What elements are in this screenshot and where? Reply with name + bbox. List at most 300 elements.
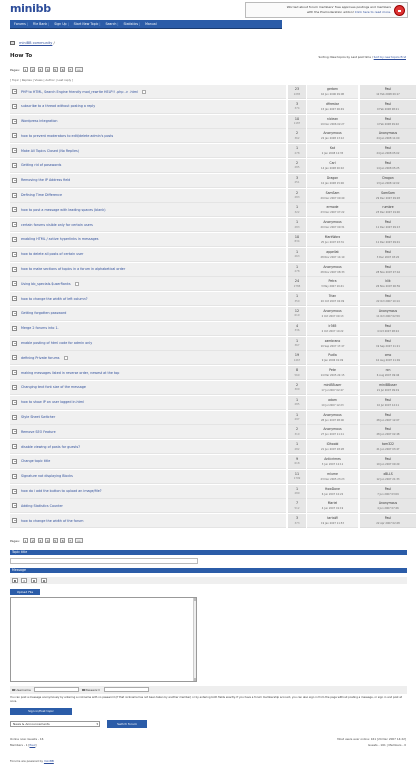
author-cell xyxy=(307,85,358,99)
topic-row xyxy=(10,307,407,322)
last-reply-cell xyxy=(360,189,416,203)
topic-cell xyxy=(10,189,286,203)
topic-icon xyxy=(12,311,17,316)
password-radio[interactable] xyxy=(82,689,85,692)
replies-count: 2 xyxy=(295,160,299,165)
last-reply-date[interactable]: 12 Jun 2007 21:33 xyxy=(376,477,400,481)
last-reply-cell xyxy=(360,263,416,277)
author-cell xyxy=(307,425,358,439)
last-reply-date[interactable]: 11 Oct 2007 02:59 xyxy=(376,314,400,318)
topic-cell xyxy=(10,100,286,114)
topic-link[interactable]: how to delete all posts of certain user xyxy=(21,252,84,257)
views-count: 322 xyxy=(294,210,300,214)
last-reply-date[interactable]: 21 Jul 2007 09:19 xyxy=(376,388,400,392)
author-name: HowDone xyxy=(325,486,340,491)
topic-row xyxy=(10,381,407,396)
last-reply-cell xyxy=(360,218,416,232)
upload-file-button[interactable]: Upload File xyxy=(10,589,40,595)
topic-link[interactable]: how to post a message with leading spaces (blank) xyxy=(21,207,106,212)
page-link-next[interactable]: »» xyxy=(77,539,81,543)
topic-row xyxy=(10,455,407,470)
topic-link[interactable]: how to prevent moderators to edit/delete admin's posts xyxy=(21,133,114,138)
replies-count: 19 xyxy=(294,353,300,358)
topic-row xyxy=(10,470,407,485)
topic-cell xyxy=(10,485,286,499)
switch-forum-button[interactable]: Switch forum xyxy=(107,720,147,728)
author-cell xyxy=(307,203,358,217)
author-date: 19 Sep 2007 17:47 xyxy=(320,344,345,348)
replies-cell xyxy=(288,85,306,99)
author-date: 17 Jul 2007 02:47 xyxy=(321,388,344,392)
topic-icon xyxy=(12,267,17,272)
replies-count: 3 xyxy=(295,175,299,180)
forum-jump-select[interactable]: News & Announcements ▾ xyxy=(10,721,100,727)
page-link-5[interactable]: 5 xyxy=(54,68,57,72)
last-reply-date[interactable]: 29 Dec 2007 09:28 xyxy=(376,196,400,200)
topic-icon xyxy=(12,207,17,212)
topic-icon xyxy=(12,518,17,523)
author-date: 19 Dec 2006 02:27 xyxy=(320,122,345,126)
author-name: appellat xyxy=(326,249,339,254)
password-label-wrap xyxy=(82,688,100,692)
topic-link[interactable]: how do i add the button to upload an image/file? xyxy=(21,489,102,494)
author-date: 2 Oct 2007 10:22 xyxy=(321,329,344,333)
author-cell xyxy=(307,129,358,143)
password-input[interactable] xyxy=(104,687,149,692)
author-cell xyxy=(307,218,358,232)
topic-icon xyxy=(12,104,17,109)
replies-count: 1 xyxy=(295,412,299,417)
topic-link[interactable]: Style Sheet Switcher xyxy=(21,415,56,420)
last-reply-date[interactable]: 21 Jun 2007 03:47 xyxy=(376,448,400,452)
topic-icon xyxy=(12,163,17,168)
nav-search[interactable]: Search xyxy=(105,22,117,26)
author-name: nlclean xyxy=(326,116,339,121)
last-reply-date[interactable]: 22 Apr 2007 02:28 xyxy=(376,522,400,526)
last-reply-cell xyxy=(360,351,416,365)
last-reply-cell xyxy=(360,485,416,499)
nav-file-bank[interactable]: File Bank xyxy=(32,22,48,26)
topic-row xyxy=(10,499,407,514)
last-reply-date[interactable]: 6 Aug 2007 09:46 xyxy=(376,374,400,378)
replies-count: 2 xyxy=(295,131,299,136)
replies-cell xyxy=(288,440,306,454)
last-reply-name: cmo xyxy=(384,353,392,358)
topic-icon xyxy=(12,193,17,198)
topic-link[interactable]: Change topic title xyxy=(21,459,51,464)
last-reply-date[interactable]: 24 Jan 2008 11:00 xyxy=(376,137,400,141)
last-reply-date[interactable]: 11 Dec 2007 09:13 xyxy=(376,226,400,230)
views-count: 278 xyxy=(294,151,300,155)
topic-row xyxy=(10,115,407,130)
notice-line-2: with the Premoderation addon! xyxy=(306,9,354,14)
last-reply-date[interactable]: 26 Nov 2007 06:59 xyxy=(375,285,400,289)
last-reply-date[interactable]: 10 Jul 2007 12:11 xyxy=(376,403,400,407)
author-date: 3 Jun 2007 12:11 xyxy=(321,462,344,466)
topic-row xyxy=(10,263,407,278)
site-logo[interactable]: minibb xyxy=(10,2,51,15)
author-cell xyxy=(307,455,358,469)
replies-cell xyxy=(288,351,306,365)
nav-forums[interactable]: Forums xyxy=(14,22,26,26)
author-cell xyxy=(307,514,358,528)
last-reply-name: Anonymous xyxy=(378,308,398,313)
topic-link[interactable]: how to change the width of the forum xyxy=(21,518,84,523)
multipage-icon[interactable] xyxy=(142,90,146,94)
topic-cell xyxy=(10,248,286,262)
replies-count: 1 xyxy=(295,397,299,402)
page-link-5[interactable]: 5 xyxy=(54,539,57,543)
author-cell xyxy=(307,174,358,188)
last-reply-date[interactable]: 4 Feb 2008 09:02 xyxy=(377,122,399,126)
last-reply-name: miniBBuser xyxy=(379,382,397,387)
breadcrumb xyxy=(10,41,55,45)
topic-link[interactable]: Remove SEO Feature xyxy=(21,429,56,434)
topic-cell xyxy=(10,233,286,247)
replies-count: 1 xyxy=(295,294,299,299)
pagination-top xyxy=(10,67,84,72)
replies-count: 1 xyxy=(295,205,299,210)
replies-count: 1 xyxy=(295,486,299,491)
page-link-6[interactable]: 6 xyxy=(61,68,64,72)
page-link-next[interactable]: »» xyxy=(77,68,81,72)
views-count: 367 xyxy=(294,344,300,348)
nav-start-new-topic[interactable]: Start New Topic xyxy=(73,22,99,26)
topic-row xyxy=(10,174,407,189)
topic-cell xyxy=(10,470,286,484)
topic-link[interactable]: Merge 2 forums into 1. xyxy=(21,326,59,331)
notice-link[interactable]: Click here to read more. xyxy=(354,9,391,14)
author-name: dfirestar xyxy=(325,101,339,106)
last-reply-date[interactable]: 24 Jan 2008 05:02 xyxy=(376,152,400,156)
topic-link[interactable]: Getting rid of passwords xyxy=(21,163,62,168)
replies-cell xyxy=(288,233,306,247)
author-name: Trian xyxy=(328,294,337,299)
topic-row xyxy=(10,514,407,529)
topic-title-label: Topic title xyxy=(12,550,28,554)
replies-count: 8 xyxy=(295,368,299,373)
page-link-6[interactable]: 6 xyxy=(61,539,64,543)
topic-row xyxy=(10,277,407,292)
topic-icon xyxy=(12,400,17,405)
topic-link[interactable]: defining Private forums xyxy=(21,355,60,360)
author-name: iDhoobi xyxy=(326,442,339,447)
author-date: 19 Jan 2007 11:53 xyxy=(321,522,344,526)
message-header xyxy=(10,568,407,573)
author-cell xyxy=(307,292,358,306)
author-name: Anticrimes xyxy=(324,456,341,461)
last-reply-cell xyxy=(360,129,416,143)
last-reply-date[interactable]: 28 Jun 2007 02:48 xyxy=(376,433,400,437)
italic-button[interactable]: I xyxy=(21,578,27,583)
members-online-end: ] xyxy=(35,743,37,747)
last-reply-name: Paul xyxy=(384,412,392,417)
author-date: 28 Nov 2007 14:19 xyxy=(320,255,345,259)
topic-cell xyxy=(10,381,286,395)
replies-cell xyxy=(288,292,306,306)
replies-count: 1 xyxy=(295,442,299,447)
last-reply-date[interactable]: 4 Jun 2007 07:26 xyxy=(377,507,399,511)
topic-row xyxy=(10,233,407,248)
last-reply-date[interactable]: 14 Jan 2008 05:25 xyxy=(376,166,400,170)
members-online-text: Members - 1 [ xyxy=(10,743,30,747)
author-date: 22 Jan 2008 13:12 xyxy=(321,137,344,141)
topic-icon xyxy=(12,415,17,420)
last-reply-date[interactable]: 4 Oct 2007 08:24 xyxy=(377,329,399,333)
topic-link[interactable]: Using bb_specials.$userRanks xyxy=(21,281,71,286)
topic-link[interactable]: how to change the width of left column? xyxy=(21,296,88,301)
topic-title-input[interactable] xyxy=(10,558,198,564)
topic-row xyxy=(10,100,407,115)
page-link-3[interactable]: 3 xyxy=(39,539,42,543)
author-name: MarkWorx xyxy=(324,234,341,239)
topic-icon xyxy=(12,296,17,301)
last-reply-name: Paul xyxy=(384,220,392,225)
replies-cell xyxy=(288,499,306,513)
topic-icon xyxy=(12,459,17,464)
author-date: 14 Jan 2008 00:02 xyxy=(321,166,344,170)
last-reply-date[interactable]: 3 Dec 2007 03:20 xyxy=(376,255,400,259)
last-reply-date[interactable]: 23 Dec 2007 19:00 xyxy=(376,211,400,215)
topic-link[interactable]: enable posting of html code for admin only xyxy=(21,341,93,346)
author-name: SamSam xyxy=(325,190,340,195)
author-cell xyxy=(307,159,358,173)
sort-note-text: Sorting: New topics by Last post time / xyxy=(318,55,373,59)
last-reply-cell xyxy=(360,307,416,321)
bold-button[interactable]: B xyxy=(13,579,17,583)
last-reply-date[interactable]: 10 Aug 2007 11:49 xyxy=(375,359,400,363)
author-date: 23 Dec 2005 23:23 xyxy=(320,477,345,481)
replies-cell xyxy=(288,307,306,321)
replies-cell xyxy=(288,100,306,114)
replies-count: 1 xyxy=(295,338,299,343)
replies-count: 4 xyxy=(295,323,299,328)
author-date: 25 Jun 2007 03:31 xyxy=(320,240,345,244)
replies-cell xyxy=(288,203,306,217)
last-reply-name: Paul xyxy=(384,516,392,521)
topic-icon xyxy=(12,429,17,434)
topic-cell xyxy=(10,263,286,277)
last-reply-cell xyxy=(360,337,416,351)
author-cell xyxy=(307,381,358,395)
author-name: Anonymous xyxy=(323,427,342,432)
nav-manual[interactable]: Manual xyxy=(145,22,157,26)
last-reply-cell xyxy=(360,85,416,99)
nav-statistics[interactable]: Statistics xyxy=(123,22,139,26)
replies-count: 12 xyxy=(294,308,300,313)
author-name: Mariel xyxy=(327,501,338,506)
topic-link[interactable]: PHP to HTML, Search Engine friendly mod_rewrite HELP!! .php -> .html xyxy=(21,89,139,94)
page-link-2[interactable]: 2 xyxy=(31,68,34,72)
topic-link[interactable]: making messages listed in reverse order, newest at the top xyxy=(21,370,120,375)
last-reply-name: Paul xyxy=(384,87,392,91)
author-cell xyxy=(307,411,358,425)
last-reply-date[interactable]: 12 Feb 2008 09:17 xyxy=(376,93,400,96)
format-toolbar xyxy=(10,577,407,584)
views-count: 1187 xyxy=(293,122,301,126)
replies-count: 1 xyxy=(295,220,299,225)
topic-cell xyxy=(10,277,286,291)
last-reply-cell xyxy=(360,366,416,380)
page-link-2[interactable]: 2 xyxy=(31,539,34,543)
views-count: 300 xyxy=(294,388,300,392)
page-link-4[interactable]: 4 xyxy=(46,68,49,72)
sort-link[interactable]: Sort by new topics first xyxy=(373,55,406,59)
last-reply-date[interactable]: 7 Jun 2007 03:09 xyxy=(377,492,399,496)
page-link-4[interactable]: 4 xyxy=(46,539,49,543)
topic-cell xyxy=(10,425,286,439)
page-link-1[interactable]: 1 xyxy=(24,68,27,72)
last-reply-date[interactable]: 9 Feb 2008 08:21 xyxy=(377,107,399,111)
topic-icon xyxy=(12,326,17,331)
topic-cell xyxy=(10,396,286,410)
username-radio[interactable] xyxy=(12,689,15,692)
topic-link[interactable]: Removing the IP Address field xyxy=(21,178,71,183)
topic-cell xyxy=(10,85,286,99)
last-reply-name: Paul xyxy=(384,294,392,299)
replies-cell xyxy=(288,189,306,203)
premoderation-notice xyxy=(245,2,408,18)
replies-cell xyxy=(288,425,306,439)
replies-count: 11 xyxy=(294,471,300,476)
message-textarea[interactable] xyxy=(10,597,197,682)
topic-link[interactable]: Changing text font size of the message xyxy=(21,385,86,390)
views-count: 619 xyxy=(294,314,300,318)
views-count: 282 xyxy=(294,447,300,451)
replies-cell xyxy=(288,322,306,336)
last-reply-cell xyxy=(360,514,416,528)
notice-line-1: Worried about forum members' free approves postings and members xyxy=(286,5,391,9)
members-online xyxy=(10,743,36,747)
topic-link[interactable]: Make All Topics Closed (No Replies) xyxy=(21,148,79,153)
username-input[interactable] xyxy=(34,687,79,692)
last-reply-name: Anonymous xyxy=(378,131,398,136)
topic-link[interactable]: disable viewing of posts for guests? xyxy=(21,444,80,449)
topic-link[interactable]: Wordpress integration xyxy=(21,119,58,124)
topic-link[interactable]: Getting forgotten password xyxy=(21,311,67,316)
topic-link[interactable]: how to make sections of topics in a forum in alphabetical order xyxy=(21,267,126,272)
replies-cell xyxy=(288,277,306,291)
page-link-7[interactable]: 7 xyxy=(69,539,72,543)
replies-cell xyxy=(288,248,306,262)
sort-links[interactable]: [ Topic | Replies | Views | Author | Last reply ] xyxy=(10,78,74,82)
topic-icon xyxy=(12,370,17,375)
replies-cell xyxy=(288,218,306,232)
author-cell xyxy=(307,499,358,513)
login-row xyxy=(10,686,407,694)
last-reply-date[interactable]: 22 Oct 2007 10:14 xyxy=(376,300,400,304)
views-count: 285 xyxy=(294,166,300,170)
topic-cell xyxy=(10,337,286,351)
last-reply-date[interactable]: 11 Dec 2007 09:01 xyxy=(376,240,400,244)
author-name: Anonymous xyxy=(323,131,342,136)
views-count: 285 xyxy=(294,403,300,407)
topic-link[interactable]: enabling HTML / active hyperlinks in messages xyxy=(21,237,99,242)
username-label-wrap xyxy=(12,688,31,692)
replies-count: 2 xyxy=(295,190,299,195)
last-reply-name: Paul xyxy=(384,323,392,328)
topic-icon xyxy=(12,252,17,257)
topic-cell xyxy=(10,440,286,454)
views-count: 512 xyxy=(294,506,300,510)
author-cell xyxy=(307,337,358,351)
powered-by-text: Forums are powered by xyxy=(10,759,44,763)
replies-count: 1 xyxy=(295,249,299,254)
last-reply-date[interactable]: 28 Jun 2007 12:07 xyxy=(376,418,400,422)
last-reply-name: rumbre xyxy=(382,205,394,210)
topic-link[interactable]: how to show IP on user logged in.html xyxy=(21,400,85,405)
topic-row xyxy=(10,129,407,144)
last-reply-cell xyxy=(360,144,416,158)
last-reply-date[interactable]: 28 Nov 2007 07:44 xyxy=(375,270,400,274)
message-label: Message xyxy=(12,568,26,572)
posting-help-text: You can post a message anonymously by entering a nickname with no password (if that nickname has not been taken by another member) or by entering both fields exactly. If you have a forum membership account, you can also sign in from the page without posting a message, or sign in and post at once. xyxy=(10,696,402,703)
pages-label: Pages: xyxy=(10,68,20,72)
topic-cell xyxy=(10,174,286,188)
topic-cell xyxy=(10,144,286,158)
author-date: 27 Jun 2007 11:11 xyxy=(320,433,345,437)
views-count: 2788 xyxy=(293,284,301,288)
topic-link[interactable]: subscribe to a thread without posting a reply xyxy=(21,104,96,109)
views-count: 1799 xyxy=(293,477,301,481)
page-link-1[interactable]: 1 xyxy=(24,539,27,543)
multipage-icon[interactable] xyxy=(64,356,68,360)
author-date: 20 Dec 2007 09:31 xyxy=(320,226,345,230)
topic-link[interactable]: Adding Statistics Counter xyxy=(21,503,63,508)
last-reply-date[interactable]: 19 Sep 2007 11:21 xyxy=(376,344,400,348)
page-link-7[interactable]: 7 xyxy=(69,68,72,72)
last-reply-cell xyxy=(360,233,416,247)
views-count: 569 xyxy=(294,373,300,377)
multipage-icon[interactable] xyxy=(75,282,79,286)
topic-link[interactable]: Defining Time Difference xyxy=(21,193,62,198)
topic-link[interactable]: Signature not displaying Blocks xyxy=(21,474,73,479)
author-name: Pudla xyxy=(328,353,337,358)
member-link[interactable]: Paul xyxy=(29,743,36,747)
powered-by-link[interactable]: miniBB xyxy=(43,759,54,763)
author-date: 6 Jun 2007 10:22 xyxy=(321,492,344,496)
topic-row xyxy=(10,396,407,411)
last-reply-date[interactable]: 13 Jan 2008 12:02 xyxy=(376,181,400,185)
url-button[interactable]: U xyxy=(32,579,36,583)
signin-post-button[interactable]: Sign in/Post topic xyxy=(10,708,72,715)
page-link-3[interactable]: 3 xyxy=(39,68,42,72)
last-reply-date[interactable]: 19 Jun 2007 09:29 xyxy=(376,462,400,466)
views-count: 283 xyxy=(294,225,300,229)
author-cell xyxy=(307,396,358,410)
replies-cell xyxy=(288,470,306,484)
textarea-scrollbar[interactable] xyxy=(193,598,196,681)
replies-count: 10 xyxy=(294,234,300,239)
last-reply-cell xyxy=(360,499,416,513)
image-button[interactable]: Q xyxy=(42,579,46,583)
last-reply-name: Anonymous xyxy=(378,501,398,506)
topic-icon xyxy=(12,119,17,124)
topic-link[interactable]: certain forums visible only for certain users xyxy=(21,222,93,227)
topic-icon xyxy=(12,355,17,360)
page-title: How To xyxy=(10,53,33,59)
nav-sign-up[interactable]: Sign Up xyxy=(54,22,67,26)
topic-row xyxy=(10,425,407,440)
topic-row xyxy=(10,189,407,204)
topic-row xyxy=(10,440,407,455)
breadcrumb-home-link[interactable]: miniBB community xyxy=(19,41,53,45)
last-reply-name: Paul xyxy=(384,338,392,343)
topic-cell xyxy=(10,115,286,129)
sort-note xyxy=(319,55,406,59)
last-reply-name: Paul xyxy=(384,249,392,254)
author-date: 10 Jan 2008 15:06 xyxy=(321,181,344,185)
